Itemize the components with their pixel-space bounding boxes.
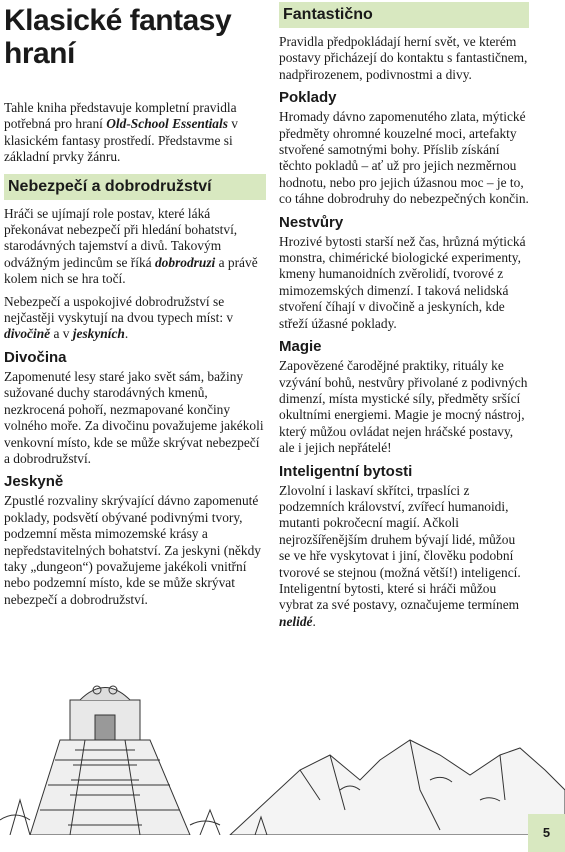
chapter-title-line2: hraní	[4, 37, 75, 70]
subheading-monsters: Nestvůry	[279, 213, 344, 231]
page-number: 5	[542, 825, 551, 840]
intro-emph: Old-School Essentials	[106, 116, 228, 132]
subheading-beings: Inteligentní bytosti	[279, 462, 413, 480]
intro-paragraph: Tahle kniha představuje kompletní pravidla potřebná pro hraní Old-School Essentials v klasickém fantasy prostředí. Představme si základní prvky žánru.	[4, 100, 238, 165]
chapter-title-line1: Klasické fantasy	[4, 4, 232, 37]
temple-mountains-illustration	[0, 660, 565, 835]
beings-paragraph: Zlovolní i laskaví skřítci, trpaslíci z podzemních království, zvířecí humanoidi, mutanti pokročecní magií. Ačkoli nejrozšířenějším druhem bývají lidé, můžou se ve hře vyskytovat i jiní, člověku podobní tvorové se stejnou (možná větší!) inteligencí. Inteligentní bytosti, které si hráči můžou vybrat za své postavy, označujeme termínem nelidé.	[279, 482, 521, 629]
magic-paragraph: Zapovězené čarodějné praktiky, rituály ke vzývání bohů, nestvůry přivolané z podivných dimenzí, místa mystické síly, předměty sršící okultními energiemi. Magie je mocný nástroj, který můžou ovládat nejen hráčské postavy, ale i jejich nepřátelé!	[279, 358, 528, 456]
subheading-wilderness: Divočina	[4, 348, 67, 366]
fantastic-paragraph: Pravidla předpokládají herní svět, ve kterém postavy přicházejí do kontaktu s fantastičnem, nadpřirozenem, podivnostmi a divy.	[279, 34, 528, 82]
subheading-magic: Magie	[279, 338, 322, 356]
subheading-caves: Jeskyně	[4, 473, 64, 491]
chapter-title	[4, 4, 266, 70]
caves-paragraph: Zpustlé rozvaliny skrývající dávno zapomenuté poklady, podsvětí obývané podivnými tvory, podzemní města mimozemské krásy a nepředstavitelných bohatství. Za jeskyni (někdy taky „dungeon“) považujeme jakékoli vnitřní nebo podzemní místo, kde se může skrývat nebezpečí a dobrodružství.	[4, 493, 261, 607]
wilderness-paragraph: Zapomenuté lesy staré jako svět sám, bažiny sužované duchy starodávných kmenů, nezkrocená pohoří, nezmapované končiny volného moře. Za divočinu považujeme jakékoli venkovní místo, kde se může skrývat nebezpečí a dobrodružství.	[4, 368, 264, 466]
danger-paragraph-2: Nebezpečí a uspokojivé dobrodružství se nejčastěji vyskytují na dvou typech míst: v divočině a v jeskyních.	[4, 293, 234, 342]
page-number-tab	[528, 814, 565, 852]
monsters-paragraph: Hrozivé bytosti starší než čas, hrůzná mýtická monstra, chimérické biologické experimenty, kmeny humanoidních zvěrolidí, tvorové z mimozemských dimenzí. I taková nelidská stvoření číhají v divočině a jeskyních, kde střeží úžasné poklady.	[279, 233, 526, 331]
section-heading-fantastic: Fantastično	[279, 2, 529, 28]
left-column	[4, 0, 266, 614]
subheading-treasures: Poklady	[279, 89, 337, 107]
right-column	[279, 0, 529, 636]
danger-paragraph-1: Hráči se ujímají role postav, které láká překonávat nebezpečí při hledání bohatství, starodávných tajemství a divů. Takovým odvážným jedincům se říká dobrodruzi a právě kolem nich se hra točí.	[4, 205, 258, 287]
treasures-paragraph: Hromady dávno zapomenutého zlata, mýtické předměty ohromné kouzelné moci, artefakty stvořené samotnými bohy. Příslib získání těchto pokladů – ať už pro jejich nezměrnou hodnotu, nebo pro jejich úžasnou moc – je to, co táhne dobrodruhy do nebezpečných končin.	[279, 109, 529, 207]
section-heading-danger: Nebezpečí a dobrodružství	[4, 174, 266, 200]
